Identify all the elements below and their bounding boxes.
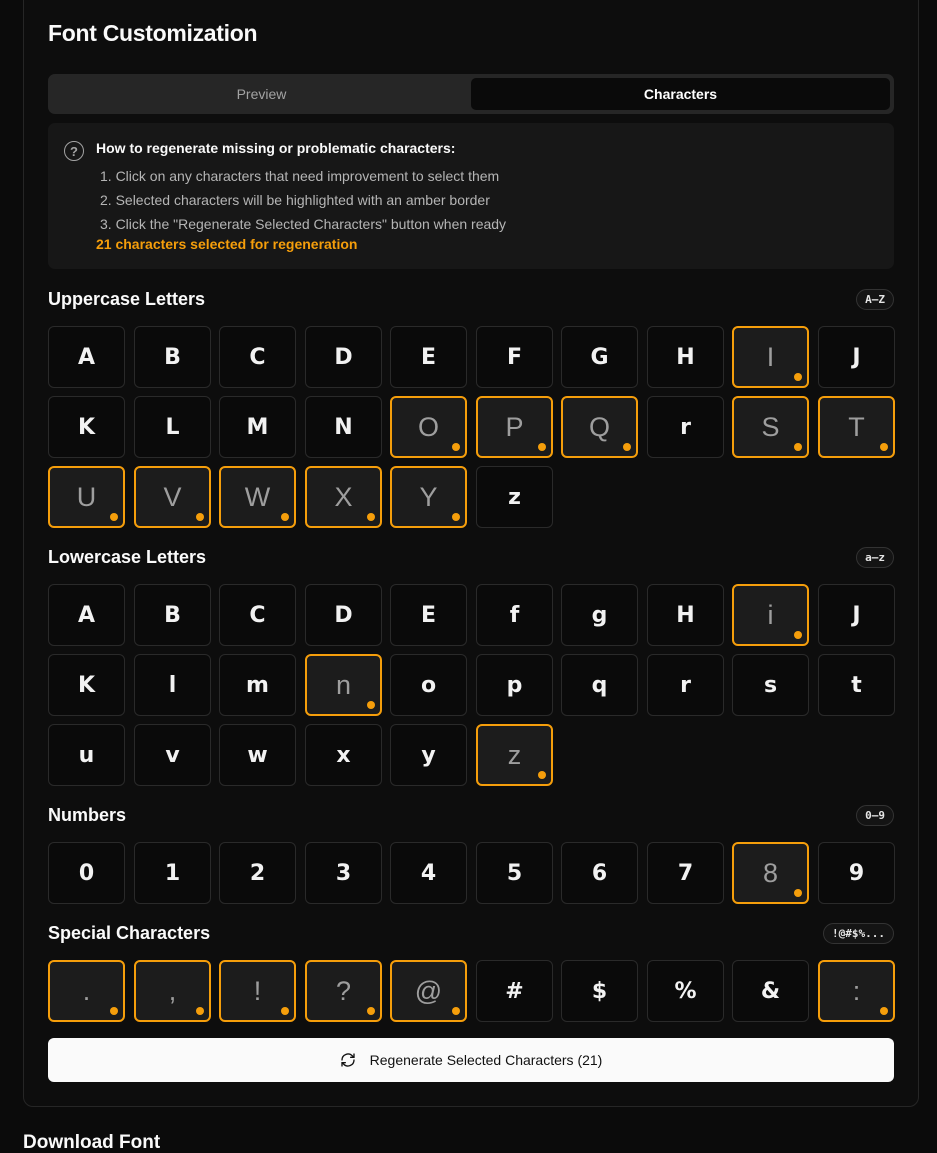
char-glyph: 1 xyxy=(164,860,181,886)
char-glyph: 5 xyxy=(506,860,523,886)
char-cell-uppercase[interactable] xyxy=(561,326,638,388)
char-cell-special[interactable] xyxy=(476,960,553,1022)
selected-indicator-dot xyxy=(794,889,802,897)
char-cell-lowercase[interactable] xyxy=(390,584,467,646)
char-cell-lowercase[interactable] xyxy=(732,584,809,646)
char-glyph: x xyxy=(336,742,351,768)
char-cell-uppercase[interactable] xyxy=(219,326,296,388)
char-cell-numbers[interactable] xyxy=(647,842,724,904)
range-badge-uppercase: A–Z xyxy=(856,289,894,310)
char-cell-uppercase[interactable] xyxy=(390,466,467,528)
char-cell-special[interactable] xyxy=(818,960,895,1022)
char-glyph: V xyxy=(163,481,182,512)
char-glyph: : xyxy=(852,975,861,1006)
char-glyph: % xyxy=(674,978,697,1004)
regenerate-button-label: Regenerate Selected Characters (21) xyxy=(369,1052,603,1068)
char-glyph: r xyxy=(680,414,691,440)
char-cell-uppercase[interactable] xyxy=(134,326,211,388)
char-cell-special[interactable] xyxy=(390,960,467,1022)
char-cell-uppercase[interactable] xyxy=(48,326,125,388)
char-glyph: H xyxy=(676,602,695,628)
regenerate-button[interactable] xyxy=(48,1038,894,1082)
char-glyph: ! xyxy=(253,975,262,1006)
range-badge-lowercase: a–z xyxy=(856,547,894,568)
char-cell-uppercase[interactable] xyxy=(134,396,211,458)
char-glyph: Q xyxy=(588,411,610,442)
char-cell-lowercase[interactable] xyxy=(48,584,125,646)
instructions-steps xyxy=(100,164,506,236)
char-cell-lowercase[interactable] xyxy=(219,724,296,786)
char-cell-uppercase[interactable] xyxy=(818,396,895,458)
char-glyph: 9 xyxy=(848,860,865,886)
selected-indicator-dot xyxy=(452,513,460,521)
char-glyph: G xyxy=(590,344,609,370)
selected-indicator-dot xyxy=(110,513,118,521)
section-title-uppercase: Uppercase Letters xyxy=(48,289,206,309)
char-glyph: S xyxy=(761,411,780,442)
char-glyph: X xyxy=(334,481,353,512)
instruction-step: 1. Click on any characters that need improvement to select them xyxy=(100,168,500,184)
char-cell-lowercase[interactable] xyxy=(476,724,553,786)
char-glyph: 3 xyxy=(335,860,352,886)
panel-title: Font Customization xyxy=(48,20,258,46)
section-title-lowercase: Lowercase Letters xyxy=(48,547,207,567)
char-cell-uppercase[interactable] xyxy=(390,326,467,388)
char-glyph: s xyxy=(763,672,778,698)
char-cell-uppercase[interactable] xyxy=(305,396,382,458)
instructions-box xyxy=(48,123,894,269)
char-cell-numbers[interactable] xyxy=(732,842,809,904)
selected-count-text: 21 characters selected for regeneration xyxy=(96,236,358,252)
char-cell-uppercase[interactable] xyxy=(390,396,467,458)
char-cell-lowercase[interactable] xyxy=(134,584,211,646)
char-glyph: g xyxy=(591,602,608,628)
char-glyph: A xyxy=(77,602,96,628)
char-glyph: K xyxy=(77,414,96,440)
selected-indicator-dot xyxy=(880,1007,888,1015)
char-glyph: p xyxy=(506,672,523,698)
char-cell-uppercase[interactable] xyxy=(647,396,724,458)
char-cell-special[interactable] xyxy=(561,960,638,1022)
char-cell-special[interactable] xyxy=(647,960,724,1022)
char-glyph: U xyxy=(76,481,97,512)
help-circle-icon: ? xyxy=(64,141,84,161)
download-font-title: Download Font xyxy=(23,1132,161,1153)
selected-indicator-dot xyxy=(367,701,375,709)
char-glyph: E xyxy=(420,602,437,628)
section-title-special: Special Characters xyxy=(48,923,211,943)
char-cell-uppercase[interactable] xyxy=(732,326,809,388)
char-cell-lowercase[interactable] xyxy=(390,724,467,786)
char-cell-uppercase[interactable] xyxy=(219,466,296,528)
char-glyph: n xyxy=(335,669,352,700)
selected-indicator-dot xyxy=(281,1007,289,1015)
char-glyph: , xyxy=(168,975,177,1006)
char-cell-special[interactable] xyxy=(732,960,809,1022)
char-glyph: D xyxy=(334,344,353,370)
selected-indicator-dot xyxy=(452,1007,460,1015)
char-glyph: O xyxy=(417,411,439,442)
char-glyph: J xyxy=(852,344,861,370)
char-cell-uppercase[interactable] xyxy=(305,466,382,528)
char-cell-lowercase[interactable] xyxy=(476,654,553,716)
char-cell-lowercase[interactable] xyxy=(390,654,467,716)
char-glyph: q xyxy=(591,672,608,698)
char-glyph: C xyxy=(249,344,266,370)
char-glyph: A xyxy=(77,344,96,370)
char-cell-special[interactable] xyxy=(48,960,125,1022)
instruction-step: 2. Selected characters will be highlighted with an amber border xyxy=(100,192,490,208)
char-cell-uppercase[interactable] xyxy=(647,326,724,388)
char-cell-uppercase[interactable] xyxy=(305,326,382,388)
char-cell-lowercase[interactable] xyxy=(219,584,296,646)
char-cell-lowercase[interactable] xyxy=(818,654,895,716)
char-cell-numbers[interactable] xyxy=(305,842,382,904)
char-cell-uppercase[interactable] xyxy=(48,396,125,458)
char-glyph: F xyxy=(506,344,523,370)
char-glyph: ? xyxy=(335,975,352,1006)
char-glyph: P xyxy=(505,411,524,442)
char-cell-numbers[interactable] xyxy=(561,842,638,904)
char-cell-uppercase[interactable] xyxy=(732,396,809,458)
char-glyph: l xyxy=(168,672,177,698)
char-glyph: M xyxy=(246,414,269,440)
char-cell-special[interactable] xyxy=(219,960,296,1022)
char-glyph: z xyxy=(508,484,521,510)
char-glyph: B xyxy=(164,344,181,370)
char-cell-numbers[interactable] xyxy=(219,842,296,904)
selected-indicator-dot xyxy=(623,443,631,451)
tab-preview[interactable]: Preview xyxy=(236,86,287,102)
char-glyph: & xyxy=(760,978,781,1004)
char-cell-lowercase[interactable] xyxy=(561,584,638,646)
char-cell-uppercase[interactable] xyxy=(561,396,638,458)
char-glyph: i xyxy=(767,599,774,630)
char-cell-lowercase[interactable] xyxy=(305,724,382,786)
char-glyph: o xyxy=(420,672,437,698)
char-cell-lowercase[interactable] xyxy=(219,654,296,716)
char-cell-lowercase[interactable] xyxy=(818,584,895,646)
char-glyph: L xyxy=(165,414,180,440)
selected-indicator-dot xyxy=(794,443,802,451)
selected-indicator-dot xyxy=(367,513,375,521)
char-cell-lowercase[interactable] xyxy=(732,654,809,716)
char-cell-lowercase[interactable] xyxy=(134,654,211,716)
range-badge-special: !@#$%... xyxy=(823,923,894,944)
selected-indicator-dot xyxy=(538,771,546,779)
char-cell-uppercase[interactable] xyxy=(476,396,553,458)
char-cell-lowercase[interactable] xyxy=(647,584,724,646)
char-glyph: K xyxy=(77,672,96,698)
instruction-step: 3. Click the "Regenerate Selected Characters" button when ready xyxy=(100,216,507,232)
char-glyph: E xyxy=(420,344,437,370)
selected-indicator-dot xyxy=(281,513,289,521)
refresh-icon xyxy=(340,1052,356,1068)
char-cell-lowercase[interactable] xyxy=(48,654,125,716)
char-cell-numbers[interactable] xyxy=(818,842,895,904)
char-glyph: D xyxy=(334,602,353,628)
tab-bar xyxy=(48,74,894,114)
range-badge-numbers: 0–9 xyxy=(856,805,894,826)
char-glyph: C xyxy=(249,602,266,628)
char-glyph: @ xyxy=(414,975,443,1006)
char-glyph: 7 xyxy=(677,860,694,886)
selected-indicator-dot xyxy=(367,1007,375,1015)
char-glyph: H xyxy=(676,344,695,370)
char-glyph: W xyxy=(244,481,271,512)
char-cell-uppercase[interactable] xyxy=(476,466,553,528)
section-title-numbers: Numbers xyxy=(48,805,127,825)
char-cell-uppercase[interactable] xyxy=(476,326,553,388)
selected-indicator-dot xyxy=(196,513,204,521)
char-glyph: # xyxy=(505,978,524,1004)
selected-indicator-dot xyxy=(452,443,460,451)
char-glyph: z xyxy=(507,739,522,770)
instructions-heading: How to regenerate missing or problematic characters: xyxy=(96,140,456,156)
char-glyph: J xyxy=(852,602,861,628)
char-glyph: $ xyxy=(591,978,608,1004)
selected-indicator-dot xyxy=(196,1007,204,1015)
char-glyph: 6 xyxy=(591,860,608,886)
char-cell-numbers[interactable] xyxy=(48,842,125,904)
selected-indicator-dot xyxy=(110,1007,118,1015)
char-glyph: T xyxy=(848,411,865,442)
char-cell-uppercase[interactable] xyxy=(134,466,211,528)
char-cell-special[interactable] xyxy=(134,960,211,1022)
char-cell-lowercase[interactable] xyxy=(476,584,553,646)
char-cell-lowercase[interactable] xyxy=(305,654,382,716)
char-glyph: 0 xyxy=(78,860,95,886)
tab-characters[interactable]: Characters xyxy=(471,78,890,110)
char-glyph: u xyxy=(78,742,95,768)
char-cell-lowercase[interactable] xyxy=(134,724,211,786)
char-cell-uppercase[interactable] xyxy=(818,326,895,388)
char-glyph: 4 xyxy=(420,860,437,886)
char-glyph: v xyxy=(165,742,180,768)
char-glyph: I xyxy=(766,341,775,372)
char-glyph: 8 xyxy=(762,857,779,888)
char-cell-uppercase[interactable] xyxy=(48,466,125,528)
char-glyph: y xyxy=(421,742,436,768)
char-cell-special[interactable] xyxy=(305,960,382,1022)
selected-indicator-dot xyxy=(538,443,546,451)
char-glyph: f xyxy=(509,602,520,628)
char-cell-lowercase[interactable] xyxy=(647,654,724,716)
selected-indicator-dot xyxy=(794,631,802,639)
char-glyph: Y xyxy=(419,481,438,512)
char-cell-numbers[interactable] xyxy=(390,842,467,904)
char-cell-uppercase[interactable] xyxy=(219,396,296,458)
char-cell-lowercase[interactable] xyxy=(48,724,125,786)
char-cell-lowercase[interactable] xyxy=(305,584,382,646)
char-glyph: t xyxy=(851,672,862,698)
char-glyph: m xyxy=(246,672,269,698)
char-glyph: . xyxy=(82,975,91,1006)
char-cell-numbers[interactable] xyxy=(134,842,211,904)
char-glyph: w xyxy=(247,742,268,768)
selected-indicator-dot xyxy=(880,443,888,451)
char-glyph: r xyxy=(680,672,691,698)
char-glyph: B xyxy=(164,602,181,628)
char-glyph: N xyxy=(334,414,353,440)
char-cell-lowercase[interactable] xyxy=(561,654,638,716)
selected-indicator-dot xyxy=(794,373,802,381)
char-cell-numbers[interactable] xyxy=(476,842,553,904)
char-glyph: 2 xyxy=(249,860,266,886)
